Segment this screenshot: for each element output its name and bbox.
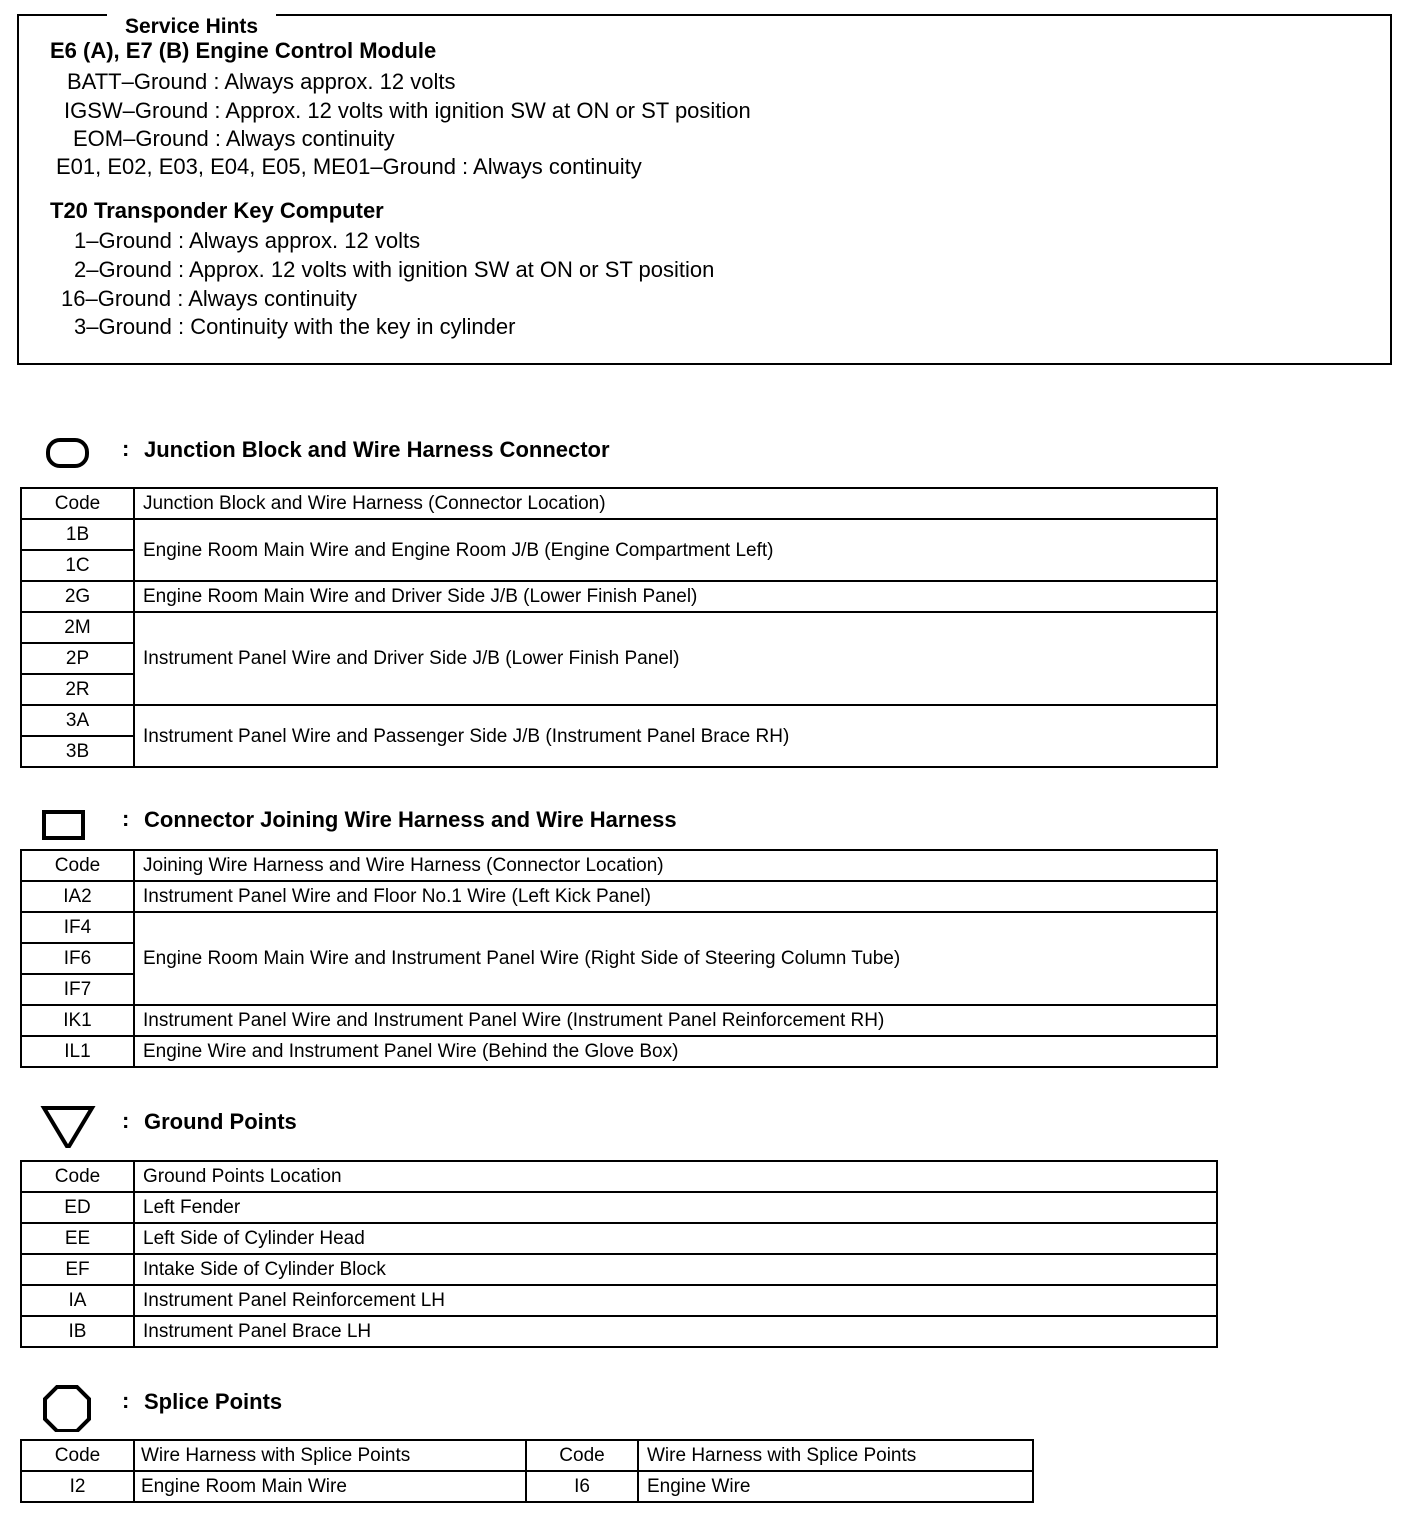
table-row [21, 881, 1217, 912]
service-hints-box [17, 14, 1392, 365]
splice-section-heading [40, 1384, 940, 1428]
code-header: Code [526, 1440, 638, 1471]
code-cell: EF [21, 1254, 134, 1285]
ground-section-heading [40, 1104, 940, 1148]
code-header: Code [21, 1440, 134, 1471]
code-cell: 2P [21, 643, 134, 674]
location-cell: Instrument Panel Wire and Instrument Panel Wire (Instrument Panel Reinforcement RH) [134, 1005, 1217, 1036]
table-row [21, 1223, 1217, 1254]
code-cell: 2M [21, 612, 134, 643]
transponder-heading: T20 Transponder Key Computer [50, 198, 384, 223]
table-row [21, 1036, 1217, 1067]
location-cell: Instrument Panel Wire and Floor No.1 Wire (Left Kick Panel) [134, 881, 1217, 912]
table-row [21, 1316, 1217, 1347]
code-cell: EE [21, 1223, 134, 1254]
splice-title: Splice Points [144, 1389, 283, 1414]
code-cell: IA [21, 1285, 134, 1316]
code-cell: IF7 [21, 974, 134, 1005]
code-cell: 2G [21, 581, 134, 612]
table-row [21, 1005, 1217, 1036]
junction-title: Junction Block and Wire Harness Connector [144, 437, 610, 462]
location-header: Ground Points Location [134, 1161, 1217, 1192]
code-cell: 1C [21, 550, 134, 581]
transponder-hint-line: 2–Ground : Approx. 12 volts with ignition SW at ON or ST position [74, 257, 715, 282]
location-cell: Engine Room Main Wire and Driver Side J/B (Lower Finish Panel) [134, 581, 1217, 612]
code-cell: 3B [21, 736, 134, 767]
splice-wire-cell: Engine Room Main Wire [134, 1471, 526, 1502]
location-cell: Engine Wire and Instrument Panel Wire (Behind the Glove Box) [134, 1036, 1217, 1067]
junction-section-heading [40, 432, 940, 476]
ecm-heading: E6 (A), E7 (B) Engine Control Module [50, 38, 437, 63]
ecm-hint-line: E01, E02, E03, E04, E05, ME01–Ground : Always continuity [56, 154, 642, 179]
transponder-hint-line: 16–Ground : Always continuity [61, 286, 357, 311]
junction-table [20, 487, 1218, 768]
code-cell: IK1 [21, 1005, 134, 1036]
code-cell: IA2 [21, 881, 134, 912]
code-cell: IF4 [21, 912, 134, 943]
octagon-icon [40, 1384, 96, 1432]
table-row [21, 1192, 1217, 1223]
table-row [21, 912, 1217, 943]
code-cell: ED [21, 1192, 134, 1223]
splice-wire-cell: Engine Wire [638, 1471, 1033, 1502]
table-header-row [21, 1161, 1217, 1192]
ground-title: Ground Points [144, 1109, 297, 1134]
table-row [21, 1471, 1033, 1502]
down-triangle-icon [40, 1104, 96, 1148]
joining-title: Connector Joining Wire Harness and Wire Harness [144, 807, 677, 832]
code-cell: IF6 [21, 943, 134, 974]
rectangle-icon [40, 802, 96, 846]
table-header-row [21, 1440, 1033, 1471]
location-cell: Instrument Panel Brace LH [134, 1316, 1217, 1347]
table-row [21, 705, 1217, 736]
location-cell: Intake Side of Cylinder Block [134, 1254, 1217, 1285]
transponder-hint-line: 3–Ground : Continuity with the key in cylinder [74, 314, 516, 339]
code-cell: IL1 [21, 1036, 134, 1067]
code-cell: I2 [21, 1471, 134, 1502]
ecm-hint-line: EOM–Ground : Always continuity [73, 126, 395, 151]
code-cell: 3A [21, 705, 134, 736]
joining-table [20, 849, 1218, 1068]
ground-colon: : [122, 1108, 130, 1133]
code-header: Code [21, 1161, 134, 1192]
table-header-row [21, 488, 1217, 519]
location-cell: Left Side of Cylinder Head [134, 1223, 1217, 1254]
table-row [21, 1285, 1217, 1316]
table-row [21, 581, 1217, 612]
location-cell: Engine Room Main Wire and Engine Room J/B (Engine Compartment Left) [134, 519, 1217, 581]
table-row [21, 612, 1217, 643]
service-hints-title: Service Hints [107, 14, 276, 40]
location-cell: Instrument Panel Reinforcement LH [134, 1285, 1217, 1316]
code-cell: IB [21, 1316, 134, 1347]
splice-wire-header: Wire Harness with Splice Points [638, 1440, 1033, 1471]
ground-table [20, 1160, 1218, 1348]
location-header: Junction Block and Wire Harness (Connector Location) [134, 488, 1217, 519]
joining-colon: : [122, 806, 130, 831]
code-header: Code [21, 488, 134, 519]
joining-section-heading [40, 802, 940, 846]
table-row [21, 1254, 1217, 1285]
splice-wire-header: Wire Harness with Splice Points [134, 1440, 526, 1471]
code-cell: 2R [21, 674, 134, 705]
location-cell: Instrument Panel Wire and Driver Side J/B (Lower Finish Panel) [134, 612, 1217, 705]
ecm-hint-line: BATT–Ground : Always approx. 12 volts [67, 69, 456, 94]
rounded-rectangle-icon [40, 432, 96, 476]
splice-colon: : [122, 1388, 130, 1413]
location-cell: Engine Room Main Wire and Instrument Panel Wire (Right Side of Steering Column Tube) [134, 912, 1217, 1005]
code-header: Code [21, 850, 134, 881]
location-header: Joining Wire Harness and Wire Harness (Connector Location) [134, 850, 1217, 881]
table-row [21, 519, 1217, 550]
junction-colon: : [122, 436, 130, 461]
table-header-row [21, 850, 1217, 881]
location-cell: Left Fender [134, 1192, 1217, 1223]
location-cell: Instrument Panel Wire and Passenger Side J/B (Instrument Panel Brace RH) [134, 705, 1217, 767]
transponder-hint-line: 1–Ground : Always approx. 12 volts [74, 228, 421, 253]
splice-table [20, 1439, 1034, 1503]
code-cell: 1B [21, 519, 134, 550]
code-cell: I6 [526, 1471, 638, 1502]
ecm-hint-line: IGSW–Ground : Approx. 12 volts with ignition SW at ON or ST position [64, 98, 751, 123]
